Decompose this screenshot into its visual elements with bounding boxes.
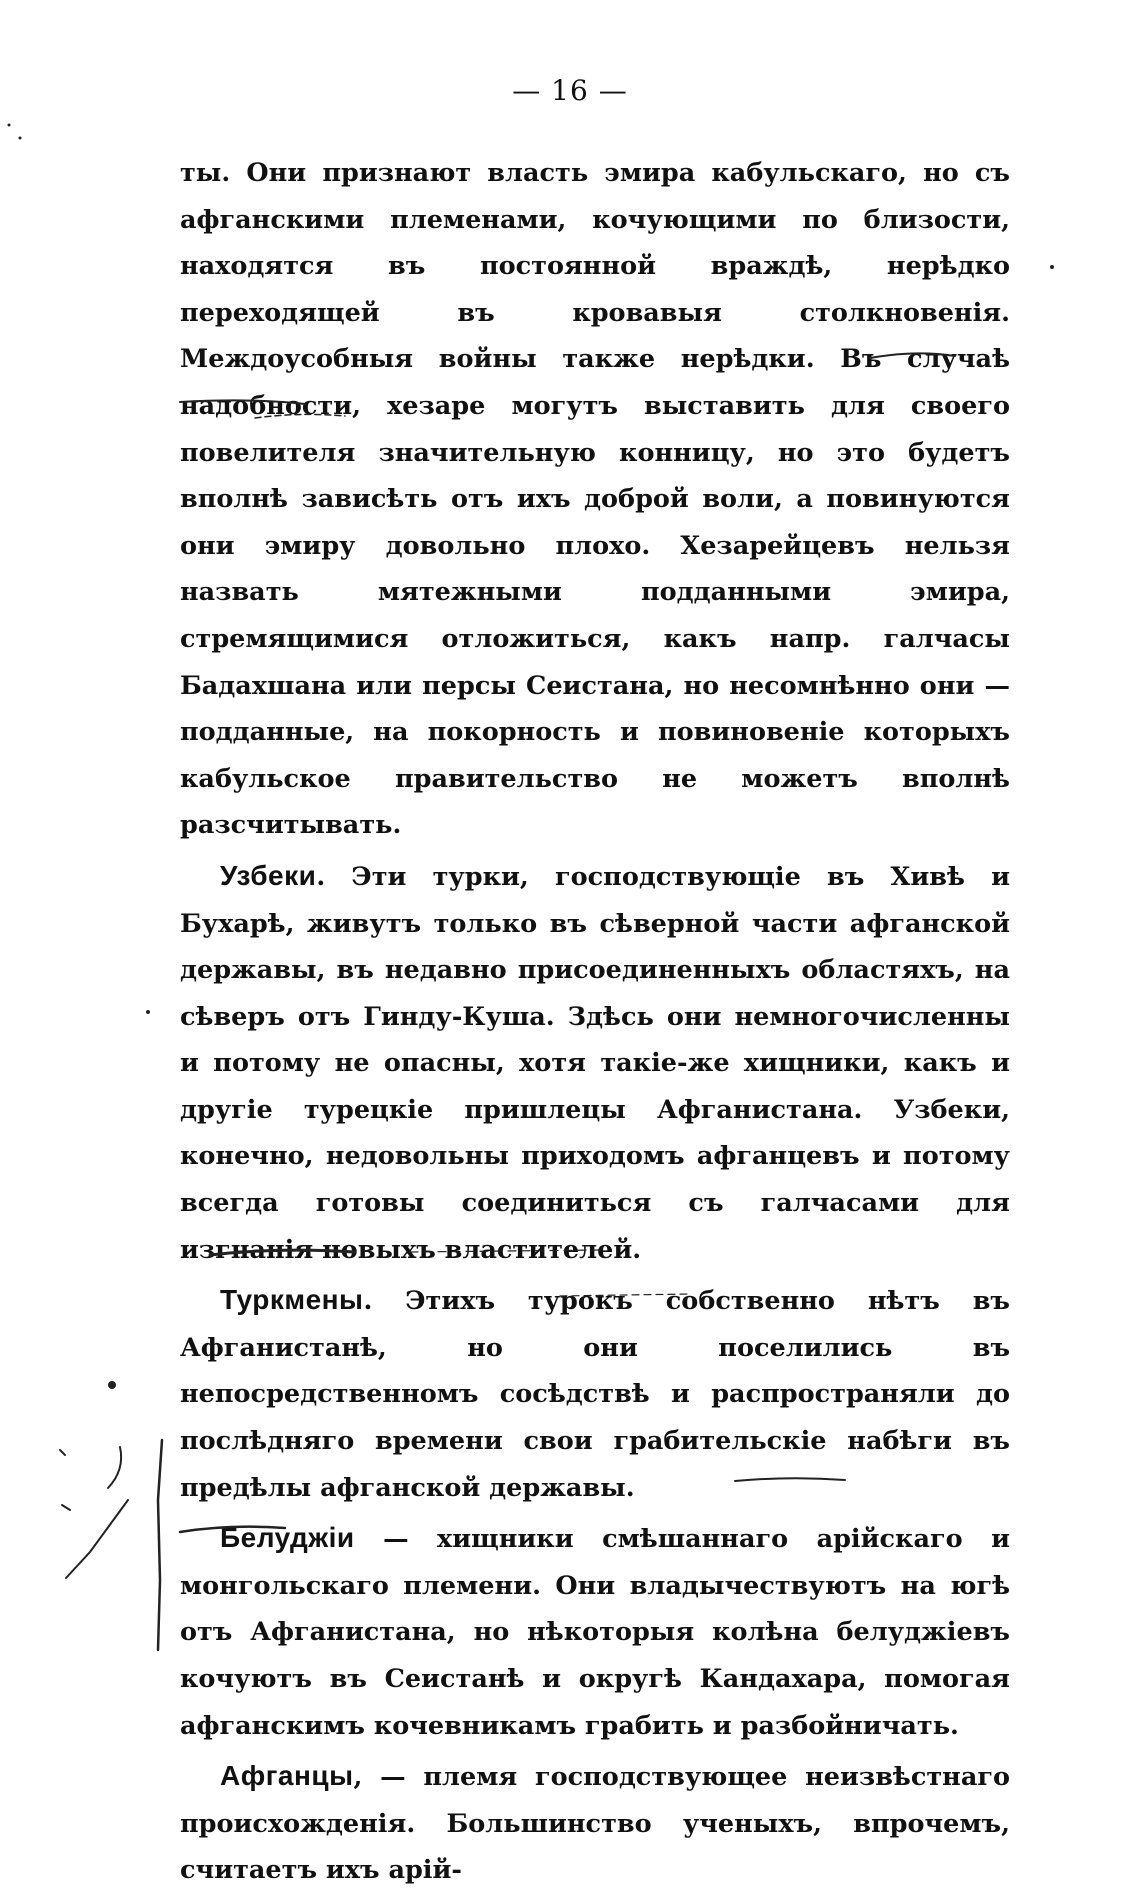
paragraph-text: — хищники смѣшаннаго арійскаго и монгольскаго племени. Они владычествуютъ на югѣ отъ Афганистана, но нѣкоторыя колѣна белуджіевъ кочуютъ въ Сеистанѣ и округѣ Кандахара, помогая афганскимъ кочевникамъ грабить и разбойничать. [180, 1524, 1010, 1741]
margin-dot [8, 124, 11, 127]
paragraph-text: . Эти турки, господствующіе въ Хивѣ и Бухарѣ, живутъ только въ сѣверной части афганской державы, въ недавно присоединенныхъ областяхъ, на сѣверъ отъ Гинду-Куша. Здѣсь они немногочисленны и потому не опасны, хотя такіе-же хищники, какъ и другіе турецкіе пришлецы Афганистана. Узбеки, конечно, недовольны приходомъ афганцевъ и потому всегда готовы соединиться съ галчасами для изгнанія новыхъ властителей. [180, 861, 1010, 1265]
paragraph-text: . Этихъ турокъ собственно нѣтъ въ Афганистанѣ, но они поселились въ непосредственномъ сосѣдствѣ и распространяли до послѣдняго времени свои грабительскіе набѣги въ предѣлы афганской державы. [180, 1286, 1010, 1503]
paragraph-baluchis [180, 1515, 1010, 1749]
paragraph-afghans [180, 1753, 1010, 1894]
paragraph-term: Узбеки [220, 859, 317, 891]
margin-stroke [66, 1500, 128, 1578]
paragraph-term: Белуджіи [220, 1522, 355, 1554]
paragraph-text: , — племя господствующее неизвѣстнаго происхожденія. Большинство ученыхъ, впрочемъ, считаетъ ихъ арій- [180, 1762, 1010, 1886]
page-number: — 16 — [512, 74, 628, 107]
paragraph-term: Афганцы [220, 1760, 354, 1792]
paragraph-uzbeks [180, 853, 1010, 1273]
paragraph-term: Туркмены [220, 1284, 364, 1316]
margin-stroke [60, 1450, 65, 1455]
margin-dot [19, 137, 22, 140]
margin-dot [108, 1381, 116, 1389]
paragraph-turkmens [180, 1277, 1010, 1511]
margin-dot [146, 1010, 150, 1014]
paragraph-text: ты. Они признают власть эмира кабульскаго, но съ афганскими племенами, кочующими по близости, находятся въ постоянной враждѣ, нерѣдко переходящей въ кровавыя столкновенія. Междоусобныя войны также нерѣдки. Въ случаѣ надобности, хезаре могутъ выставить для своего повелителя значительную конницу, но это будетъ вполнѣ зависѣть отъ ихъ доброй воли, а повинуются они эмиру довольно плохо. Хезарейцевъ нельзя назвать мятежными подданными эмира, стремящимися отложиться, какъ напр. галчасы Бадахшана или персы Сеистана, но несомнѣнно они — подданные, на покорность и повиновеніе которыхъ кабульское правительство не можетъ вполнѣ разсчитывать. [180, 158, 1010, 841]
paragraph-continuation [180, 150, 1010, 849]
page-body [180, 150, 1010, 1894]
margin-stroke [108, 1447, 121, 1488]
margin-stroke [62, 1505, 70, 1510]
margin-bracket [158, 1440, 162, 1650]
margin-dot [1050, 265, 1054, 269]
